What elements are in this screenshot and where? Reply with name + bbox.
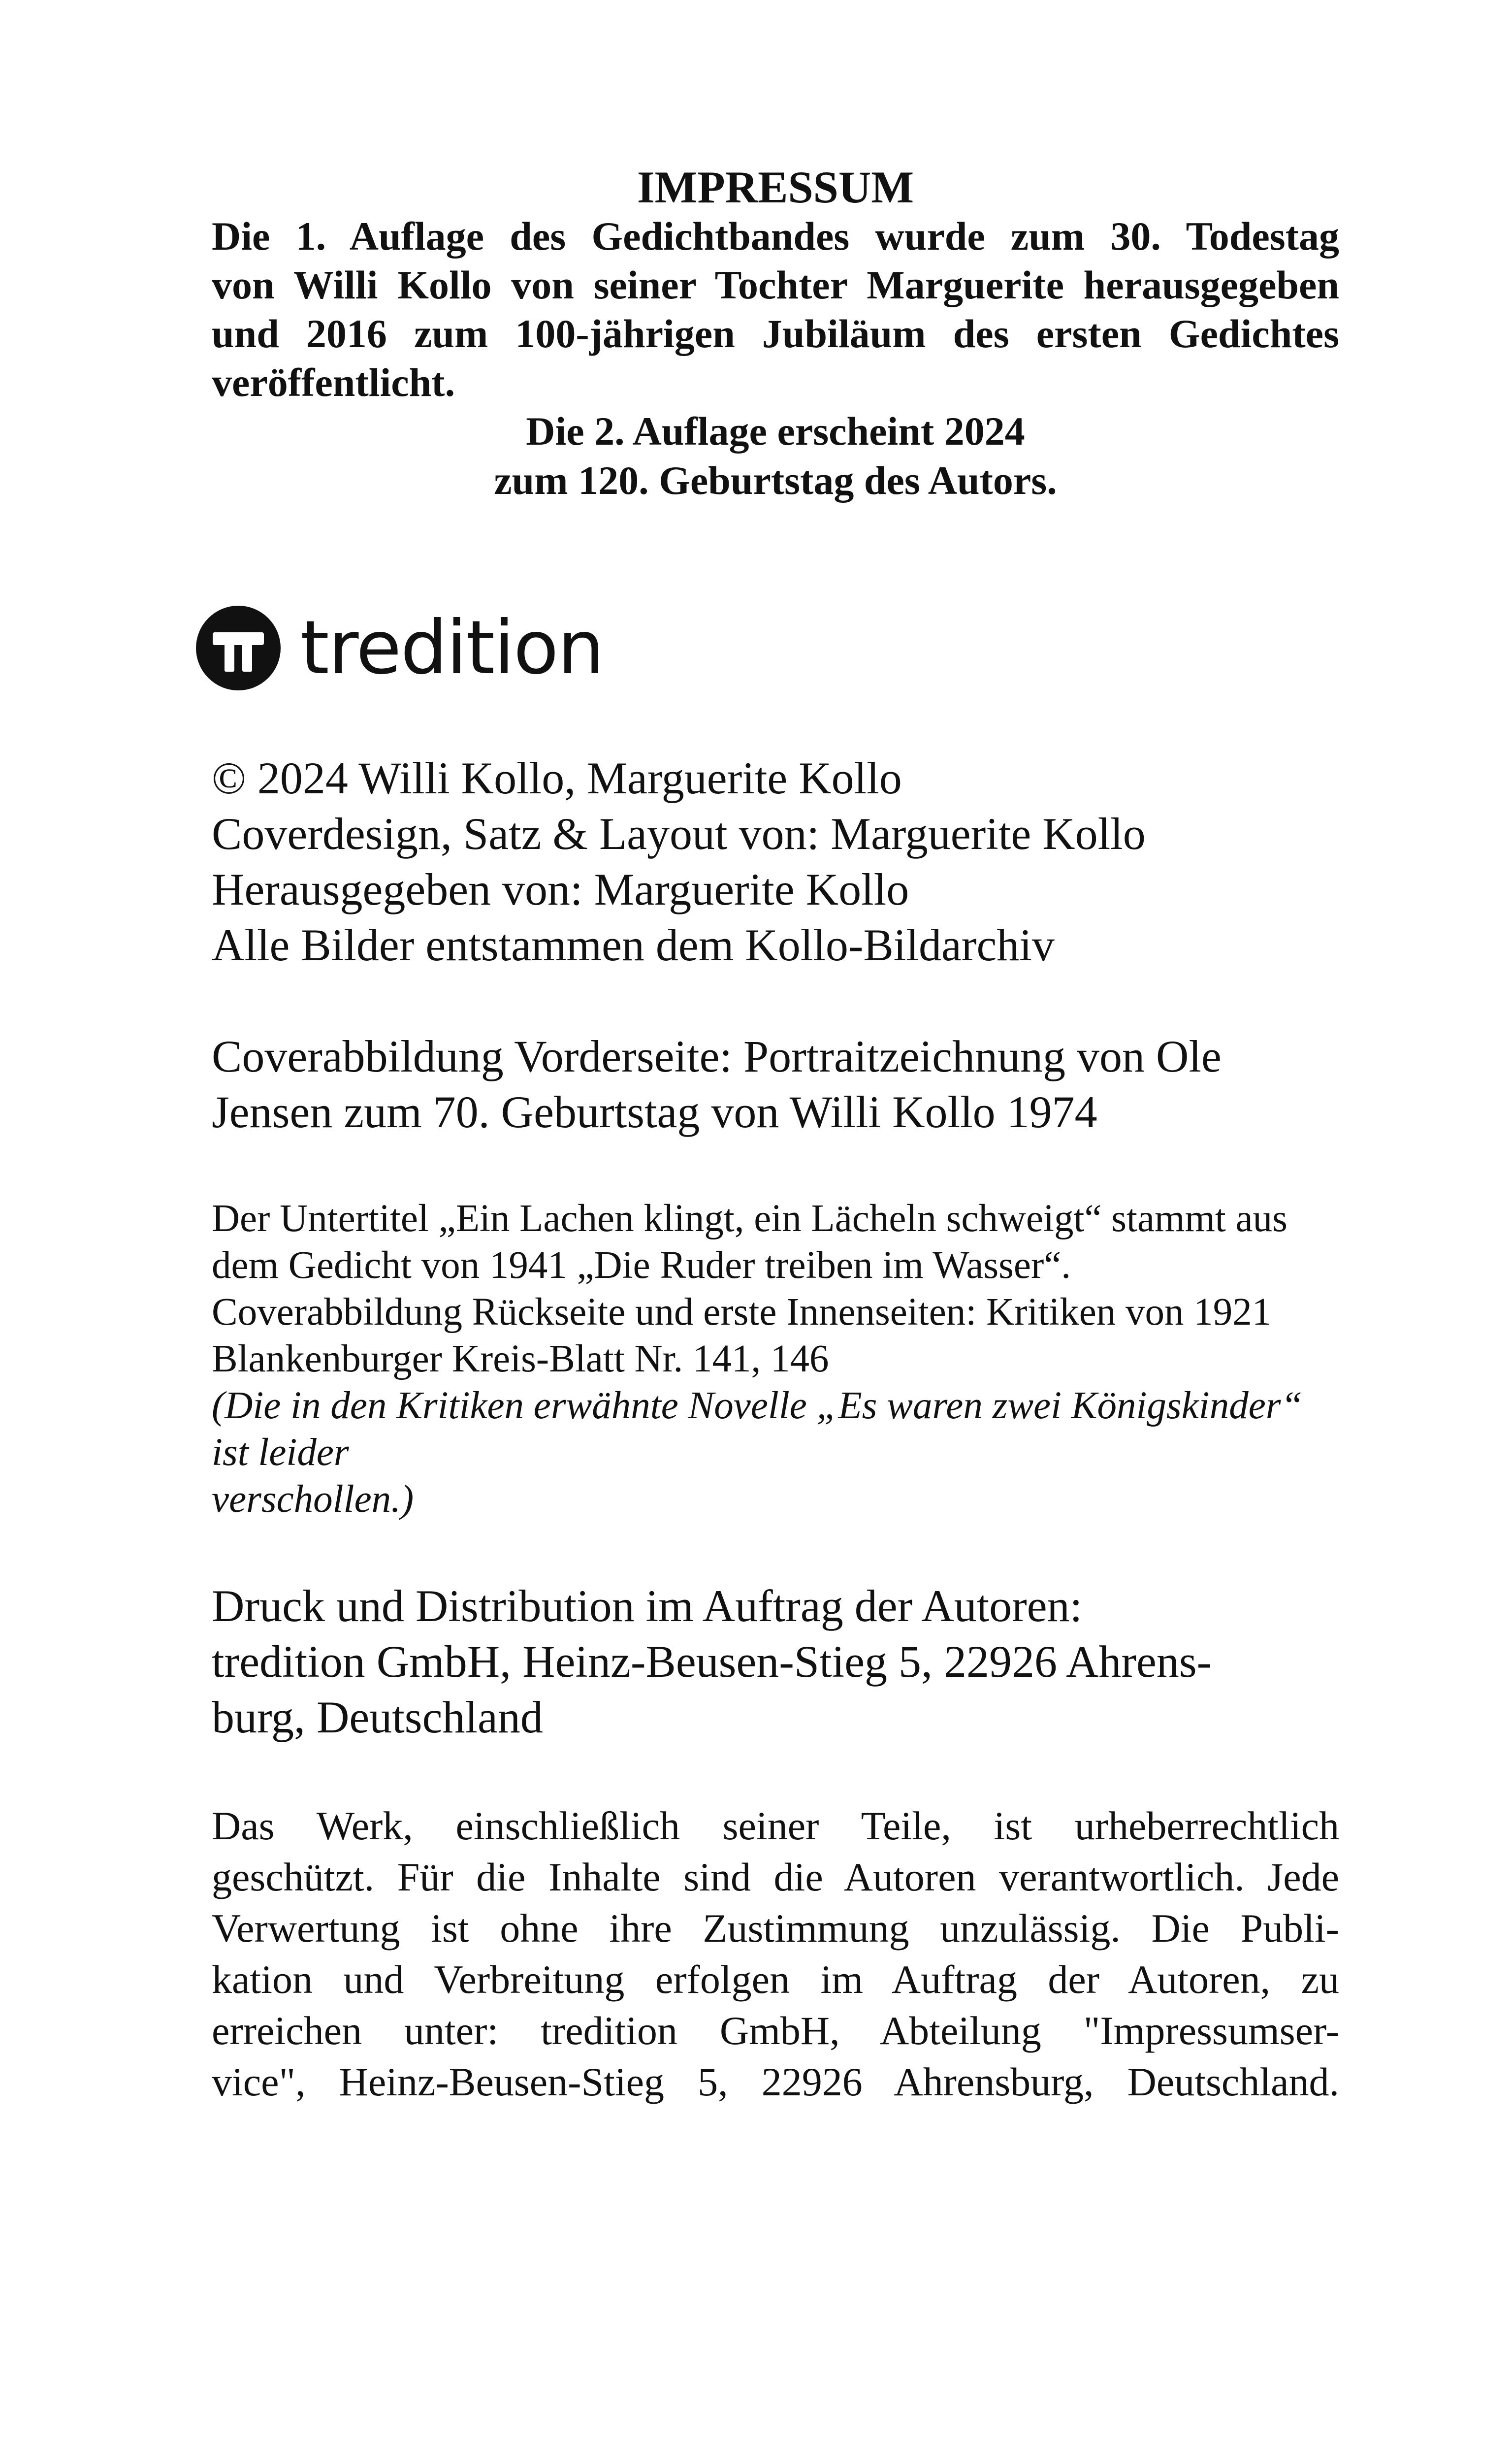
legal-line: Verwertung ist ohne ihre Zustimmung unzulässig. Die Publi- [212, 1906, 1339, 1951]
edition-note-line: veröffentlicht. [212, 360, 455, 405]
novella-note-line: (Die in den Kritiken erwähnte Novelle „Es waren zwei Königskinder“ ist leider [212, 1384, 1303, 1474]
legal-line: Das Werk, einschließlich seiner Teile, ist urheberrechtlich [212, 1803, 1339, 1848]
second-edition-note [212, 407, 1339, 505]
edition-note-line: und 2016 zum 100-jährigen Jubiläum des ersten Gedichtes [212, 311, 1339, 356]
imprint-page [212, 163, 1339, 2108]
credit-line: Coverdesign, Satz & Layout von: Marguerite Kollo [212, 809, 1146, 859]
credit-line: Alle Bilder entstammen dem Kollo-Bildarchiv [212, 920, 1055, 970]
note-line: Blankenburger Kreis-Blatt Nr. 141, 146 [212, 1337, 829, 1380]
print-distribution [212, 1578, 1339, 1745]
credits-block [212, 750, 1339, 973]
print-line: tredition GmbH, Heinz-Beusen-Stieg 5, 22926 Ahrens- [212, 1636, 1212, 1687]
edition-note-line: von Willi Kollo von seiner Tochter Marguerite herausgegeben [212, 262, 1339, 307]
second-edition-line: zum 120. Geburtstag des Autors. [494, 458, 1057, 503]
edition-note [212, 212, 1339, 407]
print-line: Druck und Distribution im Auftrag der Autoren: [212, 1581, 1083, 1631]
legal-line: geschützt. Für die Inhalte sind die Autoren verantwortlich. Jede [212, 1855, 1339, 1899]
front-cover-line: Jensen zum 70. Geburtstag von Willi Kollo 1974 [212, 1087, 1097, 1137]
legal-line: vice", Heinz-Beusen-Stieg 5, 22926 Ahrensburg, Deutschland. [212, 2059, 1339, 2104]
note-line: dem Gedicht von 1941 „Die Ruder treiben im Wasser“. [212, 1244, 1071, 1287]
legal-line: kation und Verbreitung erfolgen im Auftrag der Autoren, zu [212, 1957, 1339, 2002]
copyright-notice [212, 1800, 1339, 2108]
credit-line: © 2024 Willi Kollo, Marguerite Kollo [212, 753, 902, 803]
note-line: Coverabbildung Rückseite und erste Innenseiten: Kritiken von 1921 [212, 1291, 1272, 1334]
second-edition-line: Die 2. Auflage erscheint 2024 [526, 409, 1025, 454]
print-line: burg, Deutschland [212, 1692, 543, 1742]
note-line: Der Untertitel „Ein Lachen klingt, ein Lächeln schweigt“ stammt aus [212, 1197, 1287, 1240]
credit-line: Herausgegeben von: Marguerite Kollo [212, 864, 909, 914]
edition-note-line: Die 1. Auflage des Gedichtbandes wurde zum 30. Todestag [212, 214, 1339, 259]
page-title: IMPRESSUM [637, 162, 914, 212]
publisher-wordmark: tredition [300, 605, 604, 691]
front-cover-credit [212, 1029, 1339, 1140]
notes-block [212, 1195, 1339, 1523]
novella-note-line: verschollen.) [212, 1478, 414, 1521]
tredition-logo-icon [196, 606, 281, 690]
front-cover-line: Coverabbildung Vorderseite: Portraitzeichnung von Ole [212, 1031, 1222, 1081]
publisher-logo [196, 604, 1339, 692]
legal-line: erreichen unter: tredition GmbH, Abteilung "Impressumser- [212, 2008, 1339, 2053]
